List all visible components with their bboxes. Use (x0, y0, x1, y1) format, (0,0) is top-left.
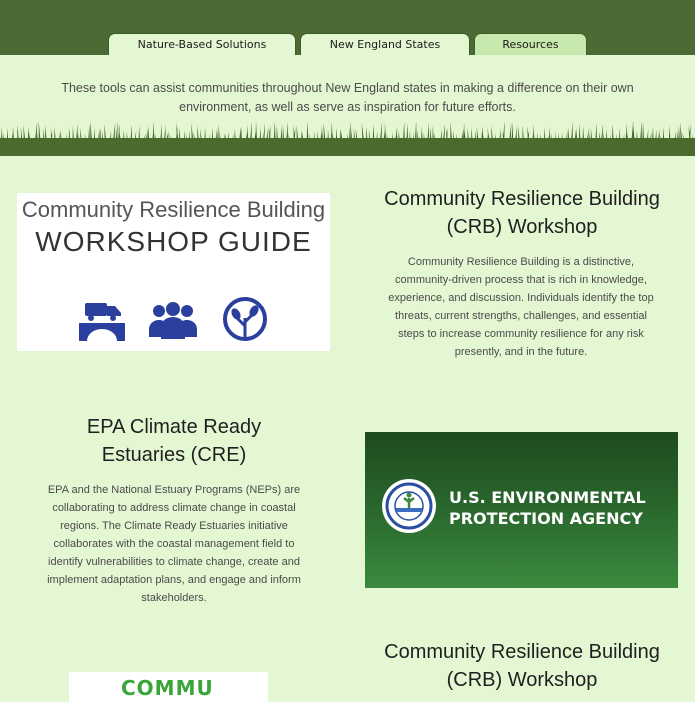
epa-logo-line1: U.S. ENVIRONMENTAL (449, 488, 646, 507)
epa-seal-icon (381, 478, 437, 534)
epa-cre-title: EPA Climate Ready Estuaries (CRE) (86, 416, 262, 466)
grass-divider (0, 122, 695, 156)
crb-title-2: Community Resilience Building (CRB) Workshop (384, 641, 660, 691)
tab-nature-based-solutions[interactable]: Nature-Based Solutions (108, 33, 296, 55)
epa-cre-description: EPA and the National Estuary Programs (NEPs) are collaborating to address climate change in coastal regions. The Climate Ready Estuaries initiative collaborates with the coastal management field to identify vulnerabilities to climate change, create and implement adaptation plans, and engage and inform stakeholders. (47, 484, 301, 604)
intro-text: These tools can assist communities throughout New England states in making a difference on their own environment, as well as serve as inspiration for future efforts. (61, 81, 634, 114)
crb-workshop-guide-image[interactable] (17, 193, 330, 351)
crb-image-line1: Community Resilience Building (21, 197, 326, 222)
crb-image-line2: WORKSHOP GUIDE (35, 226, 312, 257)
people-group-icon (147, 301, 199, 339)
epa-logo-image[interactable] (365, 432, 678, 588)
tree-icon (222, 296, 268, 346)
community-image-text: COMMU (121, 676, 214, 700)
community-image[interactable] (69, 672, 268, 702)
epa-logo-text (449, 487, 674, 529)
crb-description: Community Resilience Building is a distinctive, community-driven process that is rich in knowledge, experience, and discussion. Individuals identify the top threats, current strengths, challenges, and essential steps to increase community resilience for any risk presently, and in the future. (388, 256, 654, 358)
epa-logo-line2: PROTECTION AGENCY (449, 509, 643, 528)
tab-resources[interactable]: Resources (474, 33, 587, 55)
tab-new-england-states[interactable]: New England States (300, 33, 470, 55)
bridge-truck-icon (77, 299, 127, 343)
crb-title: Community Resilience Building (CRB) Workshop (384, 188, 660, 238)
